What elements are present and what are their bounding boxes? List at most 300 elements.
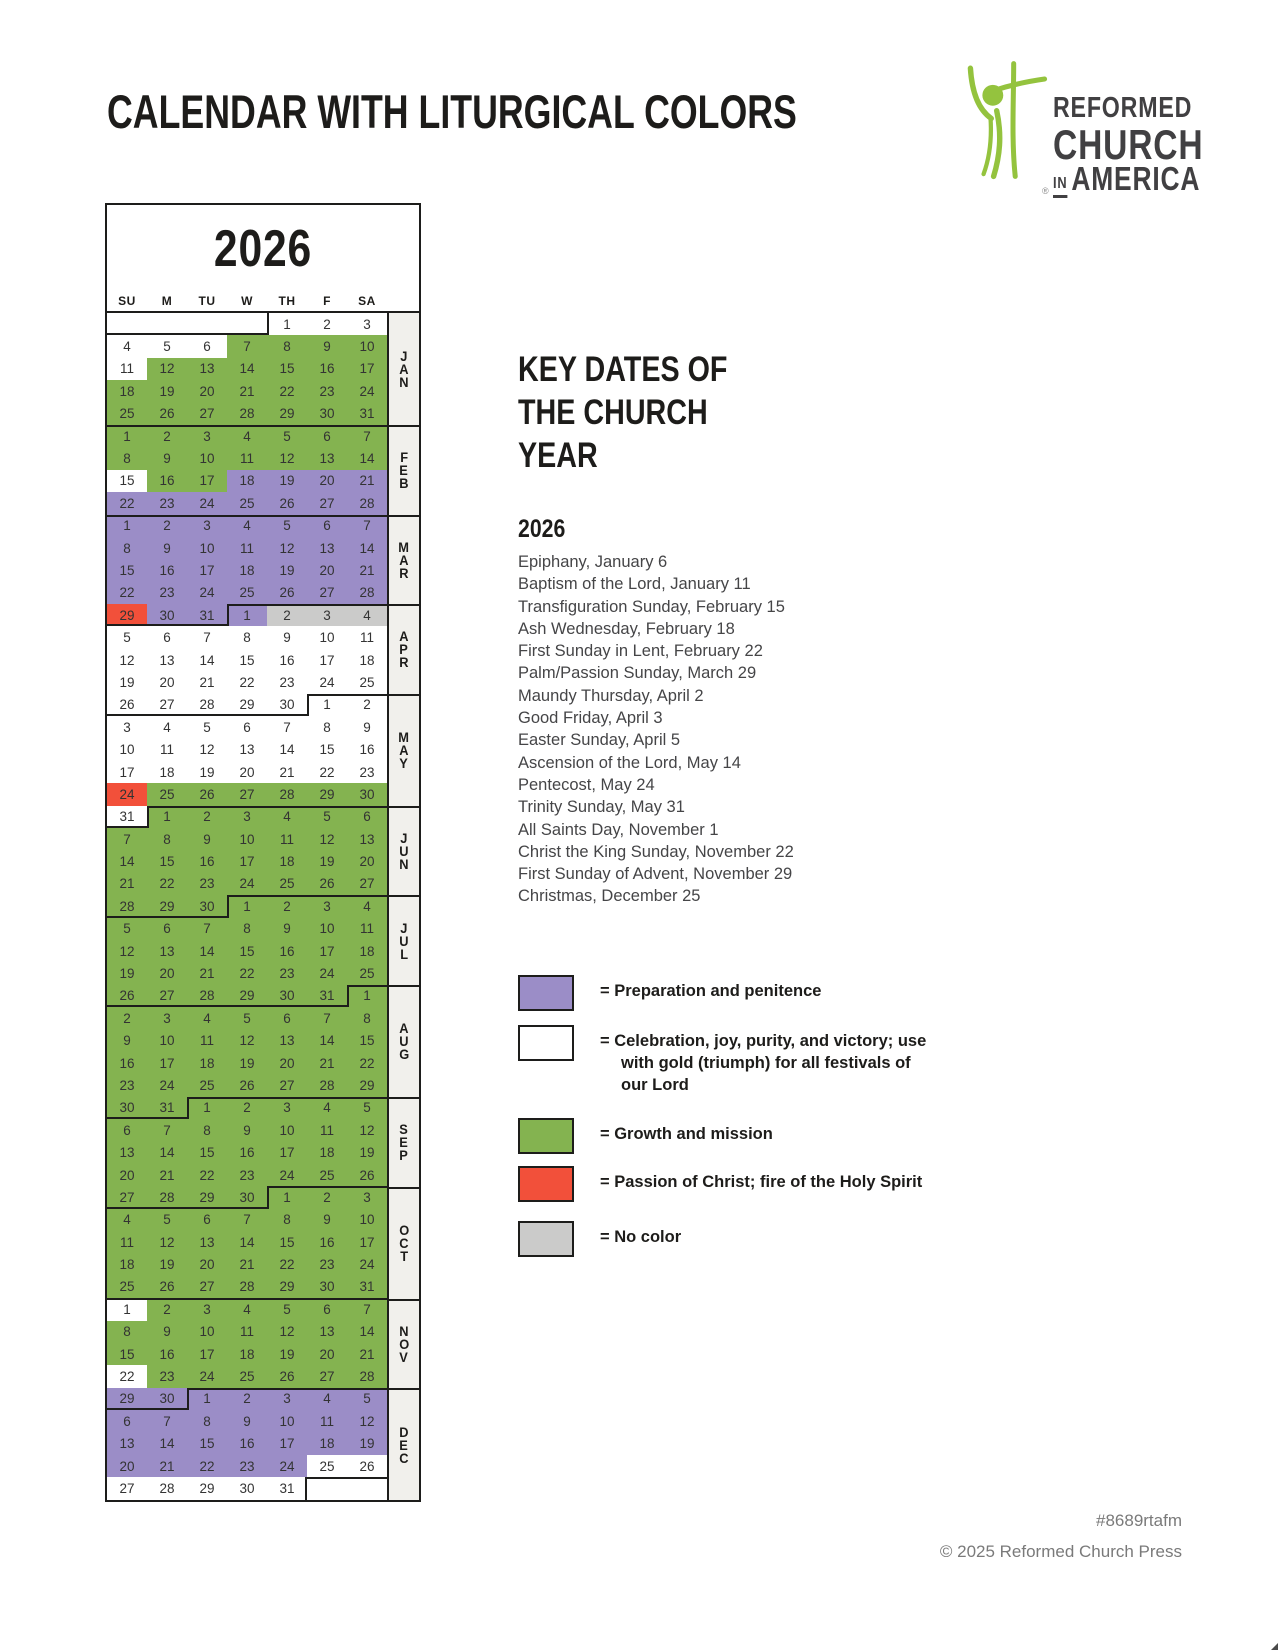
day-cell: 7 bbox=[267, 716, 307, 738]
legend-item-gray bbox=[518, 1221, 938, 1257]
day-cell: 16 bbox=[227, 1433, 267, 1455]
day-cell: 27 bbox=[307, 492, 347, 514]
day-cell: 24 bbox=[347, 1253, 387, 1275]
day-cell: 23 bbox=[267, 671, 307, 693]
day-cell: 18 bbox=[347, 940, 387, 962]
day-cell: 31 bbox=[267, 1477, 307, 1499]
calendar-body bbox=[107, 313, 419, 1500]
day-cell: 19 bbox=[107, 962, 147, 984]
day-cell: 25 bbox=[227, 582, 267, 604]
day-cell: 22 bbox=[187, 1455, 227, 1477]
logo-text-america: AMERICA bbox=[1071, 160, 1201, 197]
day-cell: 3 bbox=[227, 806, 267, 828]
day-cell: 17 bbox=[227, 850, 267, 872]
day-cell: 13 bbox=[267, 1030, 307, 1052]
footer-item-code: #8689rtafm bbox=[1096, 1511, 1182, 1530]
day-cell: 14 bbox=[147, 1141, 187, 1163]
weekday-header: SU bbox=[118, 294, 136, 308]
day-cell: 16 bbox=[347, 738, 387, 760]
day-cell: 13 bbox=[227, 738, 267, 760]
legend-item-white bbox=[518, 1025, 938, 1096]
day-cell: 15 bbox=[347, 1030, 387, 1052]
key-date-item: Easter Sunday, April 5 bbox=[518, 731, 681, 750]
day-cell: 24 bbox=[267, 1455, 307, 1477]
day-cell: 7 bbox=[147, 1410, 187, 1432]
day-cell: 4 bbox=[307, 1097, 347, 1119]
day-cell: 13 bbox=[187, 358, 227, 380]
day-cell: 27 bbox=[107, 1477, 147, 1499]
day-cell: 23 bbox=[187, 873, 227, 895]
day-cell: 17 bbox=[147, 1052, 187, 1074]
day-cell: 7 bbox=[107, 828, 147, 850]
day-cell: 21 bbox=[147, 1455, 187, 1477]
key-date-item: Christ the King Sunday, November 22 bbox=[518, 842, 794, 861]
day-cell: 26 bbox=[107, 985, 147, 1007]
day-cell: 21 bbox=[107, 873, 147, 895]
day-cell: 8 bbox=[227, 626, 267, 648]
day-cell: 12 bbox=[107, 940, 147, 962]
day-cell: 10 bbox=[307, 918, 347, 940]
day-cell: 16 bbox=[307, 358, 347, 380]
day-cell: 2 bbox=[147, 425, 187, 447]
day-cell: 12 bbox=[147, 1231, 187, 1253]
day-cell: 13 bbox=[107, 1141, 147, 1163]
day-cell: 4 bbox=[147, 716, 187, 738]
day-cell: 18 bbox=[107, 1253, 147, 1275]
day-cell: 8 bbox=[187, 1410, 227, 1432]
day-cell: 30 bbox=[307, 403, 347, 425]
day-cell: 3 bbox=[347, 313, 387, 335]
day-cell: 17 bbox=[187, 1343, 227, 1365]
day-cell: 5 bbox=[347, 1097, 387, 1119]
day-cell: 8 bbox=[307, 716, 347, 738]
day-cell: 4 bbox=[307, 1388, 347, 1410]
day-cell: 11 bbox=[147, 738, 187, 760]
month-label-feb: F E B bbox=[389, 425, 419, 515]
day-cell: 18 bbox=[267, 850, 307, 872]
day-cell: 10 bbox=[347, 1209, 387, 1231]
day-cell: 11 bbox=[227, 537, 267, 559]
day-cell: 27 bbox=[187, 403, 227, 425]
day-cell: 10 bbox=[347, 335, 387, 357]
key-date-item: Transfiguration Sunday, February 15 bbox=[518, 597, 785, 616]
day-cell: 2 bbox=[107, 1007, 147, 1029]
day-cell: 7 bbox=[307, 1007, 347, 1029]
day-cell: 8 bbox=[347, 1007, 387, 1029]
day-cell: 19 bbox=[267, 470, 307, 492]
day-cell: 17 bbox=[307, 649, 347, 671]
day-cell: 12 bbox=[267, 1321, 307, 1343]
day-cell: 8 bbox=[267, 335, 307, 357]
day-cell: 21 bbox=[227, 1253, 267, 1275]
day-cell: 4 bbox=[187, 1007, 227, 1029]
day-cell: 21 bbox=[147, 1164, 187, 1186]
day-cell: 31 bbox=[347, 403, 387, 425]
day-cell: 26 bbox=[347, 1455, 387, 1477]
day-cell: 26 bbox=[267, 1365, 307, 1387]
day-cell: 27 bbox=[107, 1186, 147, 1208]
legend-label: = No color bbox=[600, 1228, 682, 1246]
day-cell: 20 bbox=[107, 1455, 147, 1477]
day-cell: 5 bbox=[147, 1209, 187, 1231]
day-cell: 7 bbox=[187, 626, 227, 648]
day-cell: 27 bbox=[307, 1365, 347, 1387]
day-cell: 23 bbox=[307, 1253, 347, 1275]
day-cell: 31 bbox=[347, 1276, 387, 1298]
day-cell: 11 bbox=[227, 447, 267, 469]
day-cell: 16 bbox=[187, 850, 227, 872]
day-cell: 26 bbox=[107, 694, 147, 716]
day-cell: 22 bbox=[267, 380, 307, 402]
day-cell: 8 bbox=[107, 537, 147, 559]
day-cell: 28 bbox=[347, 1365, 387, 1387]
day-cell: 22 bbox=[107, 1365, 147, 1387]
logo-text-in: IN bbox=[1053, 174, 1067, 198]
day-cell: 31 bbox=[307, 985, 347, 1007]
day-cell: 16 bbox=[227, 1141, 267, 1163]
day-cell: 14 bbox=[347, 537, 387, 559]
day-cell: 7 bbox=[227, 335, 267, 357]
day-cell: 7 bbox=[347, 1298, 387, 1320]
day-cell: 31 bbox=[187, 604, 227, 626]
day-cell: 1 bbox=[267, 1186, 307, 1208]
weekday-header: F bbox=[323, 294, 331, 308]
day-cell: 17 bbox=[347, 1231, 387, 1253]
day-cell: 19 bbox=[107, 671, 147, 693]
legend-swatch-white bbox=[518, 1025, 574, 1061]
logo-text-reformed: REFORMED bbox=[1053, 92, 1193, 124]
month-label-mar: M A R bbox=[389, 515, 419, 605]
day-cell: 3 bbox=[107, 716, 147, 738]
month-label-dec: D E C bbox=[389, 1388, 419, 1500]
day-cell: 18 bbox=[347, 649, 387, 671]
day-cell: 8 bbox=[107, 447, 147, 469]
key-dates-year: 2026 bbox=[518, 515, 566, 543]
day-cell: 10 bbox=[147, 1030, 187, 1052]
day-cell: 2 bbox=[147, 515, 187, 537]
day-cell: 20 bbox=[187, 380, 227, 402]
day-cell: 23 bbox=[107, 1074, 147, 1096]
key-date-item: First Sunday in Lent, February 22 bbox=[518, 642, 763, 661]
legend-swatch-green bbox=[518, 1118, 574, 1154]
day-cell: 6 bbox=[307, 1298, 347, 1320]
day-cell: 26 bbox=[267, 492, 307, 514]
day-cell: 19 bbox=[267, 559, 307, 581]
weekday-header: TH bbox=[278, 294, 296, 308]
key-date-item: Pentecost, May 24 bbox=[518, 775, 655, 794]
day-cell: 17 bbox=[187, 470, 227, 492]
day-cell: 10 bbox=[107, 738, 147, 760]
legend-item-green bbox=[518, 1118, 938, 1154]
day-cell: 20 bbox=[307, 470, 347, 492]
day-cell: 19 bbox=[347, 1433, 387, 1455]
day-cell: 29 bbox=[107, 1388, 147, 1410]
legend-label: = Passion of Christ; fire of the Holy Spirit bbox=[600, 1173, 923, 1191]
day-cell: 26 bbox=[147, 1276, 187, 1298]
day-cell: 23 bbox=[227, 1455, 267, 1477]
day-cell: 21 bbox=[267, 761, 307, 783]
day-cell: 9 bbox=[147, 537, 187, 559]
day-cell: 16 bbox=[267, 649, 307, 671]
day-cell: 29 bbox=[187, 1477, 227, 1499]
day-cell: 2 bbox=[267, 604, 307, 626]
day-cell: 29 bbox=[227, 985, 267, 1007]
day-cell: 12 bbox=[147, 358, 187, 380]
day-cell: 6 bbox=[107, 1410, 147, 1432]
day-cell: 19 bbox=[147, 1253, 187, 1275]
day-cell: 26 bbox=[347, 1164, 387, 1186]
day-cell: 2 bbox=[227, 1097, 267, 1119]
day-cell: 15 bbox=[187, 1141, 227, 1163]
day-cell: 12 bbox=[107, 649, 147, 671]
day-cell: 9 bbox=[267, 626, 307, 648]
rca-logo-icon bbox=[965, 46, 1050, 199]
day-cell: 18 bbox=[147, 761, 187, 783]
day-cell: 18 bbox=[227, 470, 267, 492]
day-cell: 25 bbox=[347, 962, 387, 984]
weekday-header: W bbox=[241, 294, 253, 308]
key-date-item: Maundy Thursday, April 2 bbox=[518, 686, 704, 705]
day-cell: 20 bbox=[267, 1052, 307, 1074]
day-cell: 4 bbox=[227, 1298, 267, 1320]
month-label-oct: O C T bbox=[389, 1187, 419, 1299]
page-corner-mark bbox=[1271, 1643, 1278, 1650]
day-cell: 27 bbox=[147, 985, 187, 1007]
day-cell: 7 bbox=[147, 1119, 187, 1141]
day-cell: 11 bbox=[347, 626, 387, 648]
day-cell: 28 bbox=[227, 1276, 267, 1298]
day-cell: 10 bbox=[187, 447, 227, 469]
day-cell: 20 bbox=[227, 761, 267, 783]
day-cell: 9 bbox=[147, 1321, 187, 1343]
day-cell: 23 bbox=[147, 582, 187, 604]
day-cell: 19 bbox=[307, 850, 347, 872]
day-cell: 17 bbox=[347, 358, 387, 380]
day-cell: 30 bbox=[147, 604, 187, 626]
day-cell: 6 bbox=[147, 626, 187, 648]
day-cell: 24 bbox=[187, 582, 227, 604]
day-cell: 9 bbox=[227, 1119, 267, 1141]
empty-cell bbox=[107, 313, 147, 335]
day-cell: 6 bbox=[307, 515, 347, 537]
month-label-apr: A P R bbox=[389, 604, 419, 694]
logo-text-church: CHURCH bbox=[1053, 121, 1204, 168]
day-cell: 18 bbox=[187, 1052, 227, 1074]
day-cell: 25 bbox=[187, 1074, 227, 1096]
day-cell: 13 bbox=[307, 447, 347, 469]
day-cell: 25 bbox=[147, 783, 187, 805]
day-cell: 10 bbox=[267, 1410, 307, 1432]
day-cell: 8 bbox=[107, 1321, 147, 1343]
day-cell: 8 bbox=[187, 1119, 227, 1141]
day-cell: 30 bbox=[147, 1388, 187, 1410]
day-cell: 12 bbox=[227, 1030, 267, 1052]
day-cell: 25 bbox=[267, 873, 307, 895]
day-cell: 21 bbox=[187, 962, 227, 984]
day-cell: 3 bbox=[347, 1186, 387, 1208]
day-cell: 28 bbox=[147, 1186, 187, 1208]
day-cell: 2 bbox=[147, 1298, 187, 1320]
day-cell: 6 bbox=[347, 806, 387, 828]
day-cell: 23 bbox=[227, 1164, 267, 1186]
day-cell: 5 bbox=[267, 515, 307, 537]
day-cell: 30 bbox=[187, 895, 227, 917]
day-cell: 14 bbox=[227, 358, 267, 380]
day-cell: 8 bbox=[147, 828, 187, 850]
day-cell: 18 bbox=[227, 559, 267, 581]
day-cell: 4 bbox=[347, 895, 387, 917]
day-cell: 31 bbox=[107, 806, 147, 828]
day-cell: 28 bbox=[107, 895, 147, 917]
day-cell: 7 bbox=[187, 918, 227, 940]
day-cell: 14 bbox=[347, 447, 387, 469]
day-cell: 15 bbox=[227, 940, 267, 962]
key-dates-list bbox=[518, 551, 958, 908]
day-cell: 9 bbox=[267, 918, 307, 940]
day-cell: 26 bbox=[267, 582, 307, 604]
day-cell: 27 bbox=[267, 1074, 307, 1096]
day-cell: 13 bbox=[347, 828, 387, 850]
day-cell: 26 bbox=[187, 783, 227, 805]
day-cell: 14 bbox=[347, 1321, 387, 1343]
day-cell: 2 bbox=[307, 1186, 347, 1208]
day-cell: 21 bbox=[347, 1343, 387, 1365]
day-cell: 15 bbox=[267, 1231, 307, 1253]
day-cell: 2 bbox=[347, 694, 387, 716]
day-cell: 22 bbox=[267, 1253, 307, 1275]
day-cell: 18 bbox=[227, 1343, 267, 1365]
day-cell: 26 bbox=[307, 873, 347, 895]
day-cell: 23 bbox=[267, 962, 307, 984]
day-cell: 23 bbox=[307, 380, 347, 402]
day-cell: 17 bbox=[267, 1141, 307, 1163]
registered-mark: ® bbox=[1042, 186, 1049, 196]
weekday-header: M bbox=[161, 294, 173, 308]
day-cell: 29 bbox=[107, 604, 147, 626]
day-cell: 29 bbox=[307, 783, 347, 805]
day-cell: 29 bbox=[187, 1186, 227, 1208]
day-cell: 25 bbox=[227, 1365, 267, 1387]
legend-swatch-red bbox=[518, 1166, 574, 1202]
day-cell: 14 bbox=[147, 1433, 187, 1455]
day-cell: 2 bbox=[227, 1388, 267, 1410]
day-cell: 1 bbox=[107, 1298, 147, 1320]
day-cell: 19 bbox=[147, 380, 187, 402]
day-cell: 1 bbox=[267, 313, 307, 335]
day-cell: 9 bbox=[227, 1410, 267, 1432]
day-cell: 29 bbox=[267, 1276, 307, 1298]
day-cell: 20 bbox=[347, 850, 387, 872]
page-title: CALENDAR WITH LITURGICAL COLORS bbox=[107, 85, 797, 138]
day-cell: 25 bbox=[107, 403, 147, 425]
weekday-header-row bbox=[107, 294, 387, 308]
day-cell: 11 bbox=[267, 828, 307, 850]
key-date-item: Epiphany, January 6 bbox=[518, 553, 668, 571]
day-cell: 7 bbox=[347, 515, 387, 537]
day-cell: 25 bbox=[307, 1164, 347, 1186]
day-cell: 16 bbox=[307, 1231, 347, 1253]
calendar-year: 2026 bbox=[213, 220, 313, 278]
month-label-aug: A U G bbox=[389, 985, 419, 1097]
day-cell: 24 bbox=[307, 962, 347, 984]
day-cell: 6 bbox=[107, 1119, 147, 1141]
day-cell: 28 bbox=[187, 985, 227, 1007]
day-cell: 29 bbox=[147, 895, 187, 917]
day-cell: 24 bbox=[347, 380, 387, 402]
month-label-sep: S E P bbox=[389, 1097, 419, 1187]
day-cell: 11 bbox=[307, 1410, 347, 1432]
day-cell: 18 bbox=[307, 1433, 347, 1455]
day-cell: 3 bbox=[187, 425, 227, 447]
day-cell: 12 bbox=[347, 1410, 387, 1432]
day-cell: 27 bbox=[187, 1276, 227, 1298]
day-cell: 24 bbox=[107, 783, 147, 805]
day-cell: 28 bbox=[267, 783, 307, 805]
day-cell: 20 bbox=[147, 671, 187, 693]
day-cell: 30 bbox=[107, 1097, 147, 1119]
day-cell: 25 bbox=[227, 492, 267, 514]
day-cell: 5 bbox=[107, 626, 147, 648]
day-cell: 12 bbox=[347, 1119, 387, 1141]
key-date-item: Ascension of the Lord, May 14 bbox=[518, 753, 741, 772]
day-cell: 8 bbox=[227, 918, 267, 940]
day-cell: 5 bbox=[267, 425, 307, 447]
day-cell: 3 bbox=[147, 1007, 187, 1029]
day-cell: 8 bbox=[267, 1209, 307, 1231]
day-cell: 21 bbox=[187, 671, 227, 693]
day-cell: 19 bbox=[227, 1052, 267, 1074]
day-cell: 9 bbox=[107, 1030, 147, 1052]
day-cell: 27 bbox=[147, 694, 187, 716]
key-date-item: Trinity Sunday, May 31 bbox=[518, 798, 685, 817]
day-cell: 7 bbox=[227, 1209, 267, 1231]
legend-label: = Growth and mission bbox=[600, 1125, 773, 1143]
day-cell: 30 bbox=[227, 1477, 267, 1499]
legend-label: = Preparation and penitence bbox=[600, 982, 822, 1000]
day-cell: 29 bbox=[227, 694, 267, 716]
day-cell: 15 bbox=[107, 470, 147, 492]
day-cell: 29 bbox=[347, 1074, 387, 1096]
day-cell: 25 bbox=[107, 1276, 147, 1298]
day-cell: 26 bbox=[227, 1074, 267, 1096]
day-cell: 17 bbox=[107, 761, 147, 783]
day-cell: 15 bbox=[107, 559, 147, 581]
day-cell: 2 bbox=[267, 895, 307, 917]
day-cell: 27 bbox=[347, 873, 387, 895]
day-cell: 3 bbox=[187, 1298, 227, 1320]
month-label-jun: J U N bbox=[389, 806, 419, 896]
legend-swatch-purple bbox=[518, 975, 574, 1011]
legend-swatch-gray bbox=[518, 1221, 574, 1257]
key-date-item: Palm/Passion Sunday, March 29 bbox=[518, 664, 757, 683]
day-cell: 11 bbox=[347, 918, 387, 940]
day-cell: 3 bbox=[307, 895, 347, 917]
day-cell: 6 bbox=[187, 335, 227, 357]
day-cell: 9 bbox=[147, 447, 187, 469]
day-cell: 22 bbox=[107, 582, 147, 604]
key-date-item: Good Friday, April 3 bbox=[518, 709, 663, 728]
day-cell: 4 bbox=[107, 335, 147, 357]
day-cell: 26 bbox=[147, 403, 187, 425]
day-cell: 12 bbox=[307, 828, 347, 850]
day-cell: 10 bbox=[227, 828, 267, 850]
day-cell: 11 bbox=[227, 1321, 267, 1343]
day-cell: 20 bbox=[307, 559, 347, 581]
day-cell: 10 bbox=[267, 1119, 307, 1141]
day-cell: 22 bbox=[307, 761, 347, 783]
day-cell: 19 bbox=[267, 1343, 307, 1365]
day-cell: 27 bbox=[227, 783, 267, 805]
